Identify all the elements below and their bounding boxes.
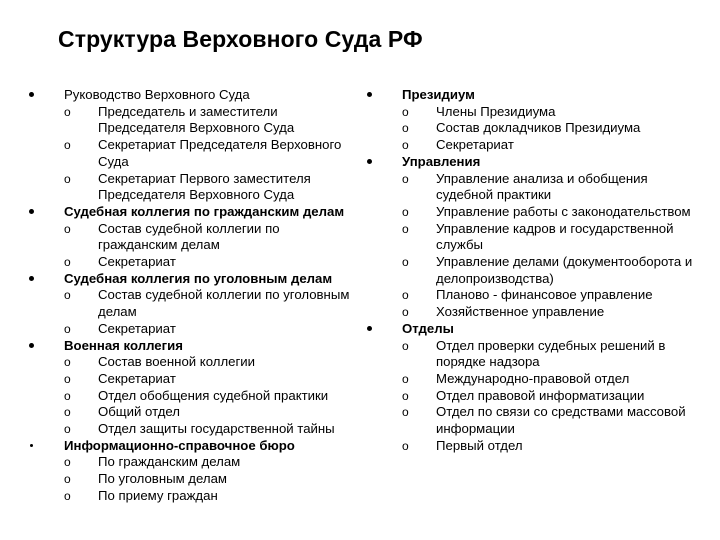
list-item <box>64 137 362 170</box>
list-item <box>402 438 700 455</box>
circle-bullet-icon: o <box>402 121 409 136</box>
list-item <box>64 421 362 438</box>
list-item-text: Состав докладчиков Президиума <box>436 120 641 136</box>
list-item <box>402 104 700 121</box>
circle-bullet-icon: o <box>402 288 409 303</box>
circle-bullet-icon: o <box>64 288 71 303</box>
list-item-text: Секретариат <box>98 254 176 270</box>
right-column <box>360 87 700 454</box>
sub-item-list <box>64 354 362 438</box>
list-item-text: Секретариат Председателя Верховного Суда <box>98 137 342 169</box>
section-right-2 <box>360 321 700 455</box>
sub-item-list <box>64 454 362 504</box>
list-item-text: Отдел обобщения судебной практики <box>98 387 329 403</box>
list-item-text: Управление делами (документооборота и делопроизводства) <box>436 254 693 286</box>
section-right-0 <box>360 87 700 154</box>
section-left-0 <box>22 87 362 204</box>
list-item <box>64 254 362 271</box>
list-item <box>64 171 362 204</box>
circle-bullet-icon: o <box>402 338 409 353</box>
list-item-text: По уголовным делам <box>98 471 227 487</box>
list-item-text: Отдел по связи со средствами массовой информации <box>436 404 686 437</box>
list-item <box>402 204 700 221</box>
circle-bullet-icon: o <box>402 221 409 236</box>
list-item-text: Секретариат <box>436 137 514 153</box>
section-right-1 <box>360 154 700 321</box>
list-item <box>402 171 700 204</box>
list-item-text: Состав судебной коллегии по уголовным делам <box>98 287 350 320</box>
sub-item-list <box>64 287 362 337</box>
list-item <box>64 488 362 505</box>
list-item <box>64 104 362 137</box>
circle-bullet-icon: o <box>64 405 71 420</box>
list-item-text: Председатель и заместители Председателя Верховного Суда <box>98 103 295 136</box>
list-item <box>64 388 362 405</box>
bullet-icon <box>367 326 372 331</box>
circle-bullet-icon: o <box>64 321 71 336</box>
section-heading: Руководство Верховного Суда <box>64 87 250 102</box>
list-item-text: По гражданским делам <box>98 454 241 470</box>
list-item <box>64 221 362 254</box>
list-item-text: Состав судебной коллегии по гражданским делам <box>98 220 280 253</box>
list-item-text: Первый отдел <box>436 437 523 453</box>
list-item <box>64 287 362 320</box>
list-item <box>64 371 362 388</box>
circle-bullet-icon: o <box>402 388 409 403</box>
list-item-text: Отдел проверки судебных решений в порядке надзора <box>436 337 666 370</box>
list-item <box>64 471 362 488</box>
list-item-text: Управление кадров и государственной службы <box>436 220 674 253</box>
list-item <box>402 254 700 287</box>
bullet-icon <box>29 276 34 281</box>
section-heading: Информационно-справочное бюро <box>64 437 295 453</box>
list-item <box>64 321 362 338</box>
section-left-1 <box>22 204 362 271</box>
list-item-text: Международно-правовой отдел <box>436 370 630 386</box>
list-item <box>402 137 700 154</box>
sub-item-list <box>402 338 700 455</box>
circle-bullet-icon: o <box>64 472 71 487</box>
left-section-list <box>22 87 362 505</box>
section-heading: Управления <box>402 153 481 169</box>
list-item <box>402 120 700 137</box>
list-item-text: Секретариат <box>98 370 176 386</box>
circle-bullet-icon: o <box>402 305 409 320</box>
list-item-text: Планово - финансовое управление <box>436 287 653 303</box>
circle-bullet-icon: o <box>64 171 71 186</box>
section-left-4 <box>22 438 362 505</box>
circle-bullet-icon: o <box>402 405 409 420</box>
list-item-text: Состав военной коллегии <box>98 354 256 370</box>
circle-bullet-icon: o <box>64 221 71 236</box>
section-left-2 <box>22 271 362 338</box>
circle-bullet-icon: o <box>402 438 409 453</box>
list-item <box>64 404 362 421</box>
circle-bullet-icon: o <box>64 371 71 386</box>
bullet-icon <box>29 92 34 97</box>
circle-bullet-icon: o <box>64 138 71 153</box>
sub-item-list <box>64 221 362 271</box>
circle-bullet-icon: o <box>64 422 71 437</box>
list-item-text: Секретариат <box>98 320 176 336</box>
section-heading: Судебная коллегия по уголовным делам <box>64 270 333 286</box>
circle-bullet-icon: o <box>402 171 409 186</box>
list-item-text: Общий отдел <box>98 404 180 420</box>
section-heading: Судебная коллегия по гражданским делам <box>64 203 345 219</box>
list-item <box>64 454 362 471</box>
list-item <box>402 388 700 405</box>
circle-bullet-icon: o <box>402 104 409 119</box>
section-heading: Президиум <box>402 87 475 102</box>
sub-item-list <box>64 104 362 204</box>
list-item <box>402 304 700 321</box>
list-item-text: Управление работы с законодательством <box>436 203 691 219</box>
circle-bullet-icon: o <box>64 104 71 119</box>
list-item-text: Управление анализа и обобщения судебной практики <box>436 170 648 203</box>
circle-bullet-icon: o <box>64 455 71 470</box>
circle-bullet-icon: o <box>64 355 71 370</box>
list-item-text: По приему граждан <box>98 487 218 503</box>
bullet-icon <box>29 209 34 214</box>
circle-bullet-icon: o <box>402 371 409 386</box>
circle-bullet-icon: o <box>402 255 409 270</box>
list-item <box>402 221 700 254</box>
list-item <box>402 287 700 304</box>
right-section-list <box>360 87 700 454</box>
bullet-icon <box>367 92 372 97</box>
sub-item-list <box>402 104 700 154</box>
bullet-icon <box>29 343 34 348</box>
circle-bullet-icon: o <box>402 138 409 153</box>
page-title: Структура Верховного Суда РФ <box>58 26 423 52</box>
list-item <box>402 404 700 437</box>
section-heading: Военная коллегия <box>64 337 183 353</box>
circle-bullet-icon: o <box>64 388 71 403</box>
list-item-text: Члены Президиума <box>436 103 556 119</box>
circle-bullet-icon: o <box>64 255 71 270</box>
section-heading: Отделы <box>402 320 454 336</box>
circle-bullet-icon: o <box>64 488 71 503</box>
list-item <box>402 338 700 371</box>
sub-item-list <box>402 171 700 321</box>
list-item-text: Хозяйственное управление <box>436 304 605 320</box>
list-item-text: Отдел правовой информатизации <box>436 387 645 403</box>
bullet-icon <box>30 444 33 447</box>
list-item <box>402 371 700 388</box>
circle-bullet-icon: o <box>402 204 409 219</box>
left-column <box>22 87 362 505</box>
bullet-icon <box>367 159 372 164</box>
list-item-text: Отдел защиты государственной тайны <box>98 421 335 437</box>
list-item <box>64 354 362 371</box>
section-left-3 <box>22 338 362 438</box>
list-item-text: Секретариат Первого заместителя Председателя Верховного Суда <box>98 170 311 203</box>
